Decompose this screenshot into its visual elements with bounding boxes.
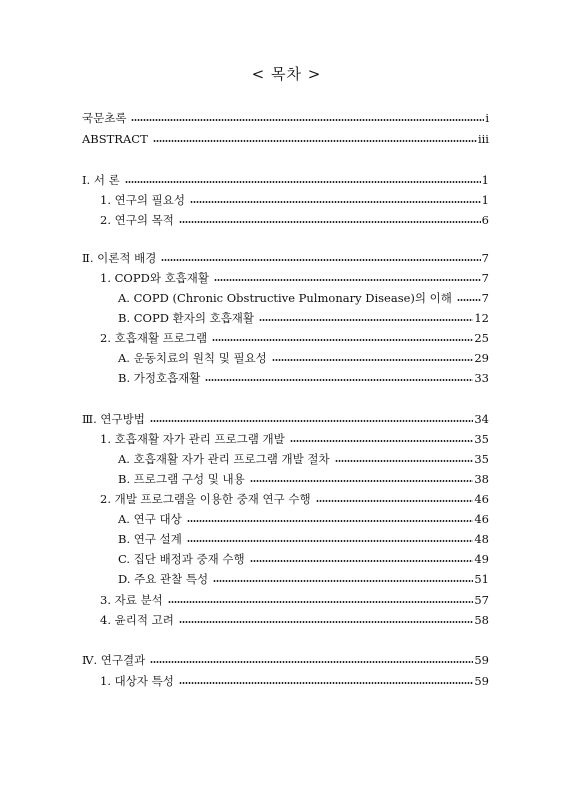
toc-entry-page: 58 <box>474 613 489 627</box>
toc-entry <box>82 652 489 668</box>
dot-leader <box>150 420 474 422</box>
toc-entry-label: A. 호흡재활 자가 관리 프로그램 개발 절차 <box>118 452 330 466</box>
toc-entry-page: 29 <box>474 351 489 365</box>
toc-entry-page: 49 <box>474 552 489 566</box>
dot-leader <box>161 259 480 261</box>
dot-leader <box>187 520 474 522</box>
toc-entry <box>100 491 489 507</box>
toc-entry-label: Ⅱ. 이론적 배경 <box>82 251 157 265</box>
toc-entry <box>118 511 489 527</box>
toc-entry-label: 2. 개발 프로그램을 이용한 중재 연구 수행 <box>100 492 311 506</box>
toc-entry-page: 7 <box>481 291 489 305</box>
toc-entry-page: 6 <box>481 213 489 227</box>
toc-entry-label: Ⅲ. 연구방법 <box>82 412 145 426</box>
toc-entry <box>100 673 489 689</box>
toc-entry-page: 46 <box>474 492 489 506</box>
dot-leader <box>259 319 473 321</box>
toc-entry-page: 7 <box>481 271 489 285</box>
dot-leader <box>179 221 481 223</box>
toc-entry <box>100 431 489 447</box>
toc-entry-page: 48 <box>474 532 489 546</box>
dot-leader <box>213 580 473 582</box>
toc-entry-label: 1. COPD와 호흡재활 <box>100 271 210 285</box>
toc-entry-label: B. 프로그램 구성 및 내용 <box>118 472 245 486</box>
toc-entry <box>118 370 489 386</box>
dot-leader <box>214 279 481 281</box>
toc-entry-page: 38 <box>474 472 489 486</box>
dot-leader <box>250 480 474 482</box>
toc-entry-page: 35 <box>474 452 489 466</box>
toc-entry-page: 7 <box>481 251 489 265</box>
toc-entry <box>100 192 489 208</box>
toc-entry-label: B. 연구 설계 <box>118 532 182 546</box>
dot-leader <box>179 621 474 623</box>
toc-entry-page: 1 <box>481 193 489 207</box>
toc-entry-label: Ⅰ. 서 론 <box>82 173 120 187</box>
toc-entry-page: iii <box>477 132 489 146</box>
toc-entry-page: 59 <box>474 674 489 688</box>
toc-entry <box>100 612 489 628</box>
dot-leader <box>150 661 473 663</box>
toc-entry <box>82 131 489 147</box>
toc-entry-page: i <box>485 111 489 125</box>
toc-entry-page: 34 <box>474 412 489 426</box>
toc-entry-page: 25 <box>474 331 489 345</box>
toc-entry-label: A. 연구 대상 <box>118 512 182 526</box>
toc-entry <box>100 270 489 286</box>
toc-entry <box>82 110 489 126</box>
dot-leader <box>190 201 481 203</box>
dot-leader <box>250 560 474 562</box>
toc-entry-page: 46 <box>474 512 489 526</box>
toc-entry-page: 12 <box>474 311 489 325</box>
toc-entry-label: 1. 연구의 필요성 <box>100 193 185 207</box>
toc-entry-label: D. 주요 관찰 특성 <box>118 572 209 586</box>
toc-entry-label: A. 운동치료의 원칙 및 필요성 <box>118 351 267 365</box>
toc-entry-label: 1. 호흡재활 자가 관리 프로그램 개발 <box>100 432 285 446</box>
dot-leader <box>179 682 474 684</box>
toc-entry-label: B. 가정호흡재활 <box>118 371 201 385</box>
toc-entry-label: 2. 호흡재활 프로그램 <box>100 331 208 345</box>
dot-leader <box>205 379 473 381</box>
toc-entry-label: ABSTRACT <box>82 132 148 146</box>
dot-leader <box>335 460 474 462</box>
dot-leader <box>125 181 481 183</box>
page-title: < 목차 > <box>251 65 322 83</box>
dot-leader <box>168 601 474 603</box>
toc-entry <box>118 451 489 467</box>
toc-entry-label: 1. 대상자 특성 <box>100 674 174 688</box>
toc-entry-label: 3. 자료 분석 <box>100 593 163 607</box>
toc-entry-label: 4. 윤리적 고려 <box>100 613 174 627</box>
toc-entry-label: Ⅳ. 연구결과 <box>82 653 146 667</box>
dot-leader <box>131 119 484 121</box>
toc-entry <box>118 571 489 587</box>
dot-leader <box>187 540 474 542</box>
toc-entry <box>118 551 489 567</box>
toc-entry <box>118 531 489 547</box>
toc-entry-label: 2. 연구의 목적 <box>100 213 174 227</box>
dot-leader <box>316 500 474 502</box>
dot-leader <box>290 440 474 442</box>
toc-entry <box>100 212 489 228</box>
toc-entry <box>82 250 489 266</box>
toc-entry-label: C. 집단 배정과 중재 수행 <box>118 552 245 566</box>
toc-entry-label: B. COPD 환자의 호흡재활 <box>118 311 255 325</box>
dot-leader <box>153 140 477 142</box>
toc-entry <box>100 330 489 346</box>
toc-entry <box>118 290 489 306</box>
toc-entry <box>118 471 489 487</box>
toc-entry <box>118 310 489 326</box>
toc-entry-page: 57 <box>474 593 489 607</box>
toc-entry <box>82 411 489 427</box>
toc-entry <box>100 592 489 608</box>
toc-entry-page: 1 <box>481 173 489 187</box>
toc-entry-page: 33 <box>474 371 489 385</box>
toc-entry-label: 국문초록 <box>82 111 127 125</box>
toc-entry-label: A. COPD (Chronic Obstructive Pulmonary Disease)의 이해 <box>118 291 452 305</box>
toc-entry <box>118 350 489 366</box>
toc-entry-page: 59 <box>474 653 489 667</box>
dot-leader <box>212 339 473 341</box>
dot-leader <box>457 299 481 301</box>
dot-leader <box>272 359 474 361</box>
toc-entry-page: 51 <box>474 572 489 586</box>
toc-entry-page: 35 <box>474 432 489 446</box>
toc-entry <box>82 172 489 188</box>
